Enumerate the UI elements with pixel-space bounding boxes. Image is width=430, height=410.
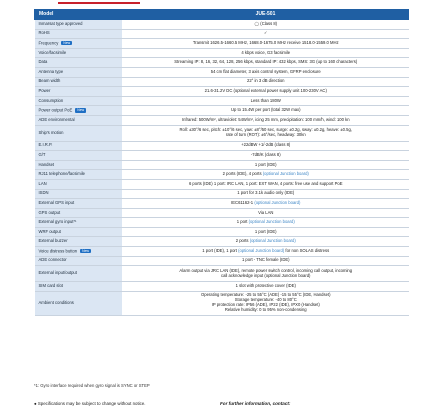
row-value-text: -7dB/K (class 8) [250,151,281,157]
row-label [35,266,123,282]
row-label-text: Handset [38,161,55,167]
spec-body [35,20,409,316]
disclaimer-text: ● Specifications may be subject to change without notice. [34,401,146,406]
row-value-text: 1 port - TNC female (IDE) [241,257,290,263]
row-value [123,151,409,161]
row-value [123,141,409,151]
row-value [123,237,409,247]
row-label-text: Voice distress button [38,248,78,254]
row-value-text: 4 kbps voice, G3 facsimile [241,49,291,55]
row-value-text: 2 ports (IDE), 4 ports [222,171,262,177]
optional-note: (optional Junction board) [248,219,295,225]
row-value [123,291,409,315]
row-label-text: External buzzer [38,238,68,244]
row-value [123,227,409,237]
row-value-text: (Class 8) [260,20,278,26]
row-label [35,179,123,189]
row-value [123,67,409,77]
row-value-tail: for non SOLAS distress [285,247,330,253]
row-value-text: +22dBW +1/-2dB (class 8) [241,142,291,148]
row-label-text: Data [38,59,48,65]
table-row [35,29,409,39]
table-row [35,151,409,161]
row-label-text: External gyro input*¹ [38,219,77,225]
row-value [123,125,409,141]
row-value-text: 6 ports (IDE) 1 port: IRC LAN, 1 port: EXT WAN, 4 ports: free use and support PoE [188,180,343,186]
row-label [35,39,123,49]
row-value [123,218,409,228]
row-label-text: Antenna type [38,68,64,74]
accent-rule [58,2,140,4]
table-row [35,208,409,218]
new-badge: New [63,41,71,46]
row-value-line: Roll: ±30°/6 sec, pitch: ±10°/6 sec, yaw: ±8°/50 sec, surge: ±0.2g, sway: ±0.2g, heave: ±0.5g, [179,127,352,133]
row-value [123,106,409,116]
table-row [35,106,409,116]
row-value-line: Relative humidity: 0 to 95% non-condensing [224,307,307,313]
row-label [35,87,123,97]
row-label-text: ADE connector [38,257,67,263]
row-label [35,77,123,87]
table-row [35,87,409,97]
spec-table [34,9,409,316]
row-value-line: Alarm output via JRC LAN (IDE), remote power switch control, incoming call output, incoming [179,267,353,273]
row-label-text: External input/output [38,270,77,276]
row-value [123,58,409,68]
row-value-text: ✓ [263,30,268,36]
row-value-text: 54 cm flat diameter, 3 axis control system, GFRP enclosure [210,68,321,74]
row-value-text: 1 port (IDE) [254,161,277,167]
row-label-text: SIM card slot [38,283,63,289]
row-label [35,291,123,315]
contact-text: For further information, contact: [220,401,291,406]
optional-note: (optional Junction board) [238,247,285,253]
row-label [35,189,123,199]
row-label [35,247,123,257]
row-value-text: Up to 15.4W per port (total 32W max) [230,107,301,113]
row-label [35,58,123,68]
table-row [35,179,409,189]
table-row [35,20,409,30]
table-row [35,58,409,68]
row-value-text: 22° in 3 dB direction [246,78,285,84]
row-value-text: Transmit 1626.5-1660.5 MHz, 1668.0-1675.0 MHz receive 1518.0-1559.0 MHz [192,40,339,45]
row-value [123,160,409,170]
row-label [35,115,123,125]
row-label-text: RoHS [38,30,50,36]
row-value-text: 1 slot with protective cover (IDE) [235,283,296,289]
row-value [123,179,409,189]
row-value [123,39,409,49]
row-label-text: ADE environmental [38,116,75,122]
row-value [123,199,409,209]
table-row [35,237,409,247]
row-label [35,218,123,228]
row-value [123,115,409,125]
optional-note: (optional Junction board) [249,238,296,244]
table-row [35,199,409,209]
row-value-text: Via LAN [258,209,274,215]
table-row [35,189,409,199]
row-label-text: External GPS input [38,199,75,205]
row-value [123,48,409,58]
row-value-text: 1 port [236,219,248,225]
row-label [35,227,123,237]
row-label-text: Power output PoE [38,107,73,113]
row-value-line: call acknowledge input (optional Junction board) [221,272,311,278]
row-label [35,48,123,58]
row-value [123,170,409,180]
row-value [123,282,409,292]
row-value-line: Operating temperature: -25 to 55°C (ADE) -15 to 55°C (IDE, Handset) [201,292,331,298]
table-row [35,266,409,282]
row-value [123,29,409,39]
row-value-line: rate of turn (ROT): ±6°/sec, headway: 30kn [225,132,306,138]
row-value-line: IP protection rate: IP56 (ADE), IP22 (IDE), IPX0 (Handset) [211,302,320,308]
row-label [35,67,123,77]
row-label-text: LAN [38,180,47,186]
row-value-text: 1 port for 3.1k audio only (IDE) [237,190,295,196]
row-label [35,151,123,161]
footnote: *1: Gyro interface required when gyro signal is SYNC or STEP [34,383,150,388]
row-value [123,266,409,282]
new-badge: New [82,248,89,253]
row-label [35,29,123,39]
row-label [35,170,123,180]
row-label-text: Inmarsat type approved [38,20,83,26]
row-value-text: Streaming IP: 8, 16, 32, 64, 128, 256 kbps, standard IP: 432 kbps, SMS: 3G (up to 160 characters) [174,59,358,65]
table-row [35,247,409,257]
row-label-text: Ambient conditions [38,299,74,305]
row-value [123,87,409,97]
optional-note: (optional Junction board) [262,171,309,177]
table-row [35,125,409,141]
table-row [35,77,409,87]
circle-icon: ◯ [254,20,260,26]
row-value [123,77,409,87]
table-row [35,256,409,266]
table-row [35,39,409,49]
row-value [123,20,409,30]
table-header-row [35,10,409,20]
row-label-text: Frequency [38,40,59,46]
table-row [35,141,409,151]
table-row [35,218,409,228]
table-row [35,48,409,58]
row-value-text: IEC61162-1 [231,199,254,205]
table-row [35,282,409,292]
row-label [35,208,123,218]
row-label [35,125,123,141]
row-label-text: WRF output [38,228,61,234]
row-value-text: 2 ports [235,238,249,244]
header-model-label: Model [35,10,123,20]
table-row [35,67,409,77]
row-value [123,189,409,199]
row-value [123,96,409,106]
row-value [123,247,409,257]
row-label [35,106,123,116]
table-row [35,115,409,125]
table-row [35,160,409,170]
row-label [35,199,123,209]
row-label-text: Power [38,87,51,93]
row-label-text: E.I.R.P. [38,142,53,148]
row-label [35,20,123,30]
table-row [35,170,409,180]
row-value [123,256,409,266]
row-label-text: Consumption [38,97,64,103]
row-label-text: Ship's motion [38,129,64,135]
row-label [35,256,123,266]
row-value-text: Less than 180W [250,97,281,103]
row-value-text: 1 port (IDE) [254,228,277,234]
table-row [35,96,409,106]
row-label-text: RJ11 telephone/facsimile [38,171,85,177]
row-value-line: Storage temperature: -40 to 80°C [234,297,297,303]
new-badge: New [77,108,85,113]
header-model-value: JUE-501 [123,10,409,20]
row-label-text: Voice/facsimile [38,49,67,55]
row-label-text: Beam width [38,78,61,84]
optional-note: (optional Junction board) [254,199,301,205]
row-label [35,282,123,292]
row-value-text: Infrared: 500W/m², ultraviolet: 54W/m², icing 25 mm, precipitation: 100 mm/h, wind: 100 kn [181,116,350,122]
row-label [35,96,123,106]
row-label [35,141,123,151]
table-row [35,291,409,315]
row-value-text: 1 port (IDE), 1 port [202,247,237,253]
row-value [123,208,409,218]
table-row [35,227,409,237]
row-label [35,160,123,170]
row-label [35,237,123,247]
row-label-text: G/T [38,151,46,157]
row-value-text: 21.6-31.2V DC (optional external power supply unit 100-230V AC) [204,87,327,93]
row-label-text: GPS output [38,209,61,215]
row-label-text: ISDN [38,190,49,196]
